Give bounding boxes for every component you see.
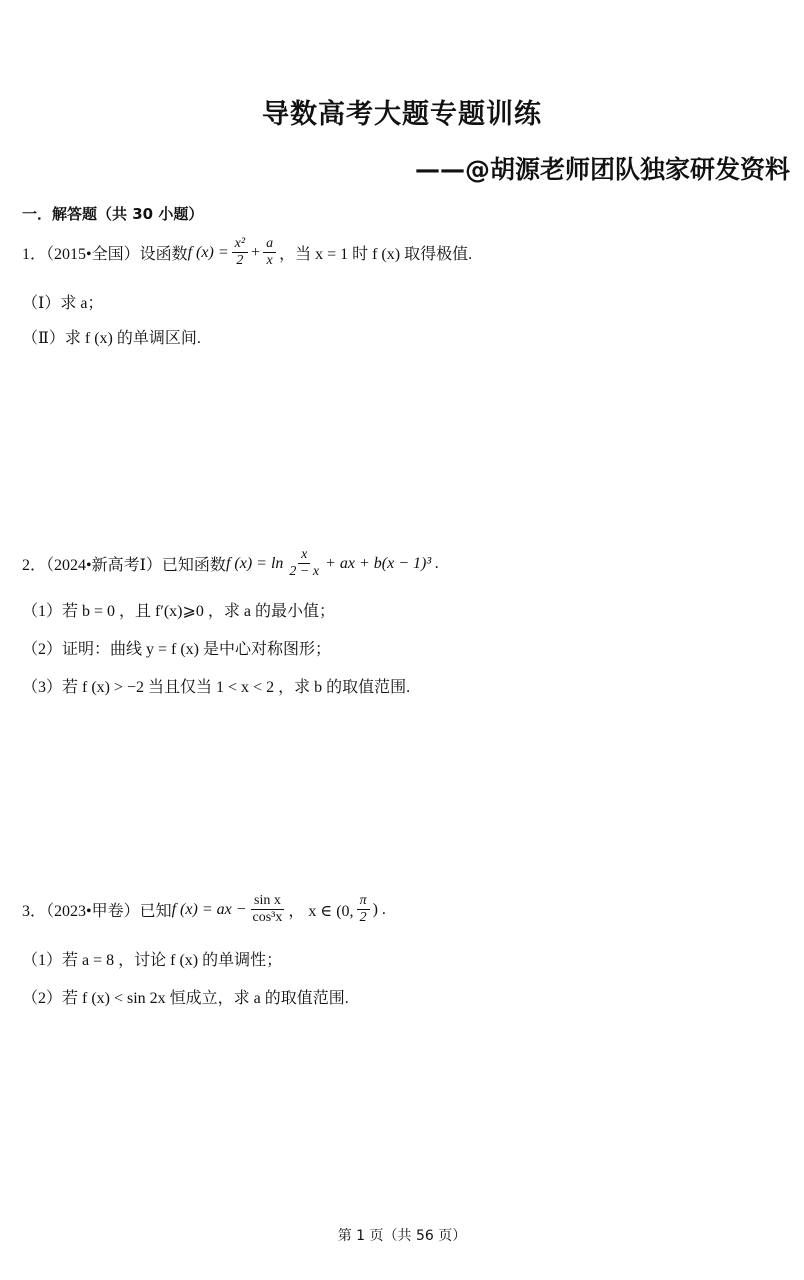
- q2-function: f (x) = ln: [225, 554, 284, 572]
- q3-prefix: 3．（2023•甲卷）已知: [22, 903, 172, 921]
- q1-frac1-num: x²: [232, 236, 248, 253]
- q3-function: f (x) = ax −: [171, 900, 247, 918]
- q1-fraction-1: [232, 236, 248, 269]
- question-1-part-2: （Ⅱ）求 f (x) 的单调区间.: [22, 330, 201, 347]
- question-2-part-1: （1）若 b = 0 ，且 f′(x)⩾0 ，求 a 的最小值；: [22, 603, 336, 620]
- q3-fraction: [250, 893, 286, 926]
- page-footer: 第 1 页（共 56 页）: [337, 1228, 467, 1244]
- question-1-part-1: （Ⅰ）求 a；: [22, 295, 104, 312]
- q3-frac-num: sin x: [251, 893, 284, 910]
- q3-frac2-den: 2: [359, 910, 367, 926]
- q3-fraction-2: [357, 893, 370, 926]
- question-2-stem: [22, 547, 439, 580]
- q2-rest: + ax + b(x − 1)³ .: [325, 554, 440, 572]
- q2-frac-num: x: [298, 547, 310, 564]
- question-3-stem: [22, 893, 386, 926]
- question-2-part-2: （2）证明：曲线 y = f (x) 是中心对称图形；: [22, 641, 332, 658]
- q1-function: f (x) =: [187, 243, 229, 261]
- q3-frac2-num: π: [357, 893, 370, 910]
- question-1-stem: [22, 236, 472, 269]
- q1-rest: ，当 x = 1 时 f (x) 取得极值.: [279, 246, 473, 264]
- q1-frac1-den: 2: [236, 253, 244, 269]
- q3-domain: ， x ∈ (0,: [288, 903, 354, 921]
- question-3-part-1: （1）若 a = 8 ，讨论 f (x) 的单调性；: [22, 952, 283, 969]
- section-heading: 一．解答题（共 30 小题）: [22, 205, 204, 223]
- q1-prefix: 1．（2015•全国）设函数: [22, 246, 188, 264]
- q2-frac-den: 2 − x: [289, 564, 320, 580]
- q3-frac-den: cos³x: [252, 910, 283, 926]
- q1-plus: +: [251, 243, 261, 261]
- q1-frac2-num: a: [263, 236, 276, 253]
- document-subtitle: ——@胡源老师团队独家研发资料: [414, 155, 790, 184]
- question-3-part-2: （2）若 f (x) < sin 2x 恒成立，求 a 的取值范围.: [22, 990, 349, 1007]
- q1-fraction-2: [263, 236, 276, 269]
- q2-prefix: 2．（2024•新高考Ⅰ）已知函数: [22, 557, 226, 575]
- q3-rest: ) .: [372, 900, 386, 918]
- q2-fraction: [286, 547, 322, 580]
- document-title: 导数高考大题专题训练: [262, 99, 542, 130]
- q1-frac2-den: x: [266, 253, 273, 269]
- question-2-part-3: （3）若 f (x) > −2 当且仅当 1 < x < 2 ，求 b 的取值范围.: [22, 679, 411, 696]
